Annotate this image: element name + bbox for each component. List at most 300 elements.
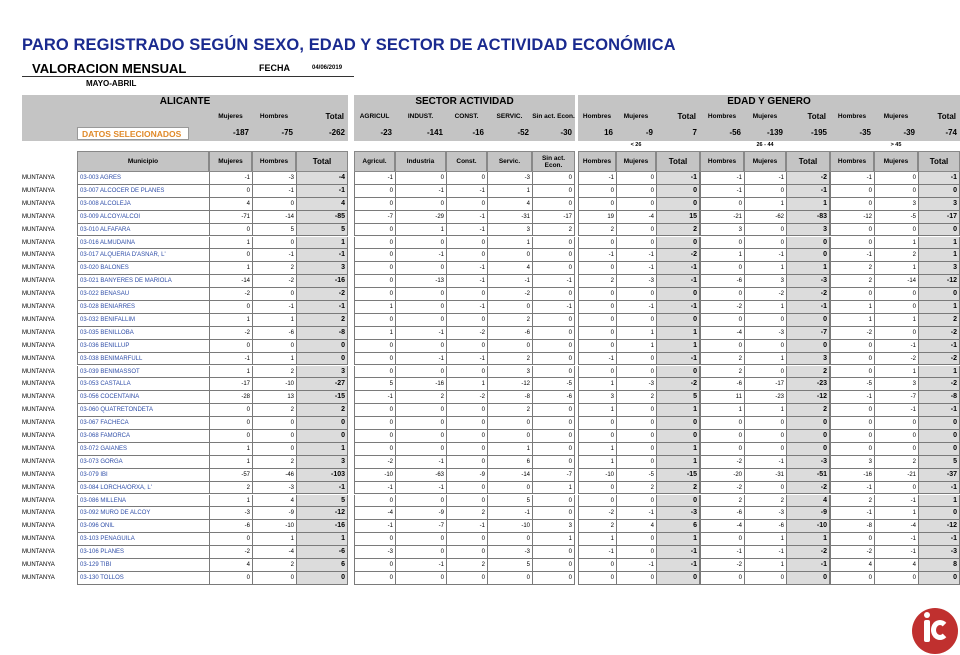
table-cell: 2 [656,482,700,495]
table-cell: 0 [296,430,348,443]
table-cell: -15 [656,469,700,482]
table-cell: -3 [744,327,786,340]
table-cell: -8 [918,391,960,404]
table-cell: 0 [656,366,700,379]
table-cell: -6 [744,520,786,533]
table-cell: 0 [395,443,446,456]
table-cell: 0 [354,533,395,546]
table-cell: -2 [209,327,252,340]
municipio-link[interactable]: 03-084 LORCHA/ORXA, L' [77,482,209,495]
summary-header: Total [296,108,348,125]
municipio-link[interactable]: 03-096 ONIL [77,520,209,533]
table-cell: -1 [616,559,656,572]
table-cell: 3 [786,353,830,366]
table-cell: -3 [616,275,656,288]
table-cell: 0 [616,546,656,559]
summary-value: -30 [532,125,575,141]
table-cell: -1 [700,172,744,185]
table-cell: 2 [446,507,487,520]
table-cell: -1 [918,482,960,495]
table-cell: 3 [487,366,532,379]
table-cell: 0 [354,353,395,366]
table-cell: -1 [616,507,656,520]
detail-header: Mujeres [744,151,786,172]
region-label: MUNTANYA [22,200,55,207]
table-cell: 2 [744,495,786,508]
table-cell: -57 [209,469,252,482]
municipio-link[interactable]: 03-020 BALONES [77,262,209,275]
table-cell: 0 [395,314,446,327]
detail-header: Hombres [578,151,616,172]
table-cell: -51 [786,469,830,482]
band-sector: SECTOR ACTIVIDAD [354,95,575,108]
table-cell: -1 [616,249,656,262]
table-cell: 1 [209,314,252,327]
table-cell: 2 [578,224,616,237]
table-cell: 0 [532,185,575,198]
municipio-link[interactable]: 03-073 GORGA [77,456,209,469]
table-cell: 0 [874,185,918,198]
table-cell: -3 [209,507,252,520]
table-cell: 0 [874,327,918,340]
table-cell: -1 [830,507,874,520]
table-cell: -7 [532,469,575,482]
table-cell: 0 [656,185,700,198]
table-cell: 0 [532,262,575,275]
table-cell: 3 [918,262,960,275]
table-cell: -1 [395,327,446,340]
table-cell: 3 [700,224,744,237]
region-label: MUNTANYA [22,510,55,517]
table-cell: 0 [830,353,874,366]
table-cell: -1 [446,520,487,533]
table-cell: 2 [874,249,918,262]
table-cell: 0 [532,314,575,327]
municipio-link[interactable]: 03-068 FAMORCA [77,430,209,443]
table-cell: 2 [616,482,656,495]
table-cell: 0 [786,443,830,456]
table-cell: 0 [209,224,252,237]
table-cell: 2 [830,275,874,288]
municipio-link[interactable]: 03-036 BENILLUP [77,340,209,353]
table-cell: 2 [252,559,296,572]
summary-header: CONST. [446,108,487,125]
table-cell: 0 [209,572,252,585]
table-cell: -4 [700,327,744,340]
table-cell: 2 [487,404,532,417]
table-cell: 1 [744,533,786,546]
municipio-link[interactable]: 03-106 PLANES [77,546,209,559]
table-cell: 0 [874,417,918,430]
table-cell: 1 [874,237,918,250]
table-cell: 0 [252,198,296,211]
municipio-link[interactable]: 03-130 TOLLOS [77,572,209,585]
table-cell: 1 [446,378,487,391]
table-cell: 1 [700,249,744,262]
table-cell: -5 [830,378,874,391]
table-cell: 0 [354,198,395,211]
table-cell: 0 [918,572,960,585]
table-cell: 0 [830,404,874,417]
table-cell: -1 [487,275,532,288]
table-cell: 0 [578,198,616,211]
table-cell: 0 [446,172,487,185]
table-cell: 0 [830,198,874,211]
table-cell: 0 [395,198,446,211]
table-cell: 0 [532,249,575,262]
table-cell: -1 [656,559,700,572]
table-cell: 0 [395,340,446,353]
table-cell: 0 [830,572,874,585]
region-label: MUNTANYA [22,471,55,478]
table-cell: 13 [252,391,296,404]
table-cell: -1 [296,301,348,314]
table-cell: 0 [578,430,616,443]
table-cell: -5 [532,378,575,391]
table-cell: 1 [744,404,786,417]
table-cell: 0 [354,559,395,572]
summary-value: 16 [578,125,616,141]
table-cell: -7 [874,391,918,404]
table-cell: 2 [830,495,874,508]
region-label: MUNTANYA [22,316,55,323]
municipio-link[interactable]: 03-072 GAIANES [77,443,209,456]
table-cell: 0 [700,417,744,430]
table-cell: -1 [656,275,700,288]
municipio-link[interactable]: 03-028 BENIARRES [77,301,209,314]
table-cell: 0 [830,237,874,250]
table-cell: 0 [918,417,960,430]
table-cell: -3 [487,546,532,559]
detail-header: Total [296,151,348,172]
table-cell: -4 [252,546,296,559]
table-cell: -6 [700,378,744,391]
table-cell: 3 [874,198,918,211]
summary-header: Mujeres [209,108,252,125]
table-cell: -16 [395,378,446,391]
fecha-label: FECHA [259,63,290,73]
region-label: MUNTANYA [22,574,55,581]
table-cell: 1 [656,443,700,456]
table-cell: -2 [918,353,960,366]
table-cell: 1 [296,443,348,456]
table-cell: 0 [616,456,656,469]
municipio-link[interactable]: 03-039 BENIMASSOT [77,366,209,379]
table-cell: -1 [786,559,830,572]
detail-header: Hombres [830,151,874,172]
table-cell: 1 [874,262,918,275]
band-edad: EDAD Y GENERO [578,95,960,108]
table-cell: 0 [487,417,532,430]
table-cell: 1 [918,249,960,262]
table-cell: -1 [395,185,446,198]
table-cell: 0 [616,237,656,250]
table-cell: -6 [532,391,575,404]
table-cell: 0 [446,198,487,211]
municipio-link[interactable]: 03-003 AGRES [77,172,209,185]
detail-header: Total [786,151,830,172]
table-cell: 4 [487,262,532,275]
table-cell: -1 [252,301,296,314]
table-cell: -1 [354,520,395,533]
region-label: MUNTANYA [22,368,55,375]
table-cell: 3 [296,366,348,379]
table-cell: -1 [744,172,786,185]
table-cell: 0 [354,249,395,262]
table-cell: 0 [354,495,395,508]
table-cell: -6 [296,546,348,559]
municipio-link[interactable]: 03-092 MURO DE ALCOY [77,507,209,520]
table-cell: -1 [830,391,874,404]
table-cell: 0 [209,430,252,443]
table-cell: -1 [830,482,874,495]
detail-header: Agricul. [354,151,395,172]
table-cell: -1 [616,301,656,314]
table-cell: 0 [395,288,446,301]
table-cell: 4 [252,495,296,508]
table-cell: 0 [616,533,656,546]
table-cell: 0 [354,185,395,198]
table-cell: 3 [487,224,532,237]
municipio-link[interactable]: 03-017 ALQUERIA D'ASNAR, L' [77,249,209,262]
table-cell: -2 [786,172,830,185]
table-cell: -14 [487,469,532,482]
table-cell: 0 [354,314,395,327]
table-cell: 0 [532,443,575,456]
table-cell: -29 [395,211,446,224]
table-cell: -2 [446,327,487,340]
table-cell: 1 [656,404,700,417]
table-cell: 0 [487,482,532,495]
table-cell: -3 [252,482,296,495]
municipio-link[interactable]: 03-016 ALMUDAINA [77,237,209,250]
municipio-link[interactable]: 03-022 BENASAU [77,288,209,301]
table-cell: 6 [656,520,700,533]
municipio-link[interactable]: 03-035 BENILLOBA [77,327,209,340]
summary-value: -9 [616,125,656,141]
table-cell: 0 [786,249,830,262]
table-cell: -5 [874,211,918,224]
table-cell: 0 [252,572,296,585]
table-cell: 5 [296,224,348,237]
table-cell: 2 [578,275,616,288]
table-cell: -7 [786,327,830,340]
region-label: MUNTANYA [22,497,55,504]
table-cell: 1 [252,353,296,366]
table-cell: 0 [354,572,395,585]
summary-value: -74 [918,125,960,141]
table-cell: 0 [830,443,874,456]
table-cell: 0 [700,430,744,443]
municipio-link[interactable]: 03-129 TIBI [77,559,209,572]
table-cell: -1 [744,249,786,262]
table-cell: 1 [578,533,616,546]
table-cell: 0 [354,430,395,443]
table-cell: 0 [578,366,616,379]
table-cell: -2 [786,482,830,495]
detail-header: Mujeres [209,151,252,172]
table-cell: -2 [296,288,348,301]
table-cell: 0 [395,237,446,250]
table-cell: -1 [616,262,656,275]
table-cell: 0 [616,443,656,456]
table-cell: 0 [354,366,395,379]
table-cell: 3 [296,456,348,469]
table-cell: 6 [487,456,532,469]
table-cell: -1 [446,185,487,198]
summary-value: -262 [296,125,348,141]
table-cell: 0 [700,572,744,585]
table-cell: -71 [209,211,252,224]
table-cell: -2 [354,456,395,469]
table-cell: -1 [874,404,918,417]
table-cell: 1 [744,559,786,572]
table-cell: 0 [532,456,575,469]
region-label: MUNTANYA [22,562,55,568]
table-cell: -2 [786,546,830,559]
table-cell: -16 [296,520,348,533]
table-cell: 2 [487,353,532,366]
municipio-link[interactable]: 03-008 ALCOLEJA [77,198,209,211]
detail-header: Mujeres [874,151,918,172]
region-label: MUNTANYA [22,175,55,181]
table-cell: -1 [532,301,575,314]
summary-value: -139 [744,125,786,141]
region-label: MUNTANYA [22,291,55,298]
summary-header: Mujeres [744,108,786,125]
table-cell: -1 [446,275,487,288]
table-cell: 0 [209,185,252,198]
municipio-link[interactable]: 03-060 QUATRETONDETA [77,404,209,417]
table-cell: -9 [446,469,487,482]
table-cell: 0 [395,172,446,185]
table-cell: 3 [830,456,874,469]
table-cell: -2 [830,327,874,340]
table-cell: 4 [616,520,656,533]
municipio-link[interactable]: 03-010 ALFAFARA [77,224,209,237]
table-cell: 0 [700,443,744,456]
table-cell: -1 [656,353,700,366]
summary-header: INDUST. [395,108,446,125]
municipio-link[interactable]: 03-086 MILLENA [77,495,209,508]
table-cell: 1 [252,314,296,327]
municipio-link[interactable]: 03-079 IBI [77,469,209,482]
summary-value: -195 [786,125,830,141]
table-cell: 1 [874,314,918,327]
table-cell: 0 [830,430,874,443]
municipio-link[interactable]: 03-007 ALCOCER DE PLANES [77,185,209,198]
table-cell: 0 [830,417,874,430]
table-cell: -2 [700,482,744,495]
table-cell: 0 [786,572,830,585]
table-cell: 0 [209,340,252,353]
table-cell: 0 [252,417,296,430]
table-cell: -1 [532,275,575,288]
region-label: MUNTANYA [22,252,55,259]
table-cell: -1 [830,172,874,185]
table-cell: 3 [744,275,786,288]
table-cell: -4 [874,520,918,533]
table-cell: 2 [252,404,296,417]
table-cell: 1 [209,456,252,469]
table-cell: 0 [616,224,656,237]
summary-value: -141 [395,125,446,141]
municipio-link[interactable]: 03-021 BANYERES DE MARIOLA [77,275,209,288]
table-cell: -1 [874,533,918,546]
table-cell: 0 [296,340,348,353]
table-cell: -1 [446,353,487,366]
municipio-link[interactable]: 03-009 ALCOY/ALCOI [77,211,209,224]
table-cell: 0 [446,430,487,443]
summary-value: 7 [656,125,700,141]
table-cell: 0 [616,417,656,430]
table-cell: 1 [487,443,532,456]
table-cell: 0 [830,340,874,353]
table-cell: 0 [744,443,786,456]
table-cell: 0 [532,546,575,559]
municipio-link[interactable]: 03-056 COCENTAINA [77,391,209,404]
municipio-link[interactable]: 03-067 FACHECA [77,417,209,430]
table-cell: 0 [446,482,487,495]
table-cell: 0 [656,430,700,443]
table-cell: 0 [252,237,296,250]
table-cell: 0 [354,417,395,430]
table-cell: 0 [578,237,616,250]
detail-header: Const. [446,151,487,172]
table-cell: -1 [395,249,446,262]
detail-header: Sin act. Econ. [532,151,575,172]
municipio-link[interactable]: 03-032 BENIFALLIM [77,314,209,327]
table-cell: -1 [446,224,487,237]
table-cell: -16 [830,469,874,482]
municipio-link[interactable]: 03-103 PENAGUILA [77,533,209,546]
table-cell: 0 [487,249,532,262]
region-label: MUNTANYA [22,407,55,414]
table-cell: -2 [578,507,616,520]
table-cell: 0 [446,533,487,546]
region-label: MUNTANYA [22,187,55,194]
table-cell: 2 [252,366,296,379]
table-cell: -17 [744,378,786,391]
table-cell: 1 [656,340,700,353]
table-cell: -12 [918,520,960,533]
table-cell: 2 [700,353,744,366]
table-cell: 0 [656,572,700,585]
municipio-link[interactable]: 03-053 CASTALLA [77,378,209,391]
table-cell: 0 [446,443,487,456]
page-title: PARO REGISTRADO SEGÚN SEXO, EDAD Y SECTOR DE ACTIVIDAD ECONÓMICA [22,36,676,54]
table-cell: 0 [616,198,656,211]
table-cell: -9 [786,507,830,520]
table-cell: 0 [578,185,616,198]
table-cell: 2 [446,559,487,572]
table-cell: 0 [487,572,532,585]
table-cell: 0 [830,366,874,379]
table-cell: 1 [744,301,786,314]
table-cell: 1 [874,366,918,379]
table-cell: -2 [700,301,744,314]
table-cell: 0 [296,353,348,366]
table-cell: 0 [786,417,830,430]
municipio-link[interactable]: 03-038 BENIMARFULL [77,353,209,366]
table-cell: -46 [252,469,296,482]
detail-header: Hombres [700,151,744,172]
table-cell: -1 [296,249,348,262]
table-cell: -3 [616,378,656,391]
table-cell: 0 [918,443,960,456]
table-cell: 1 [296,533,348,546]
table-cell: 1 [700,404,744,417]
